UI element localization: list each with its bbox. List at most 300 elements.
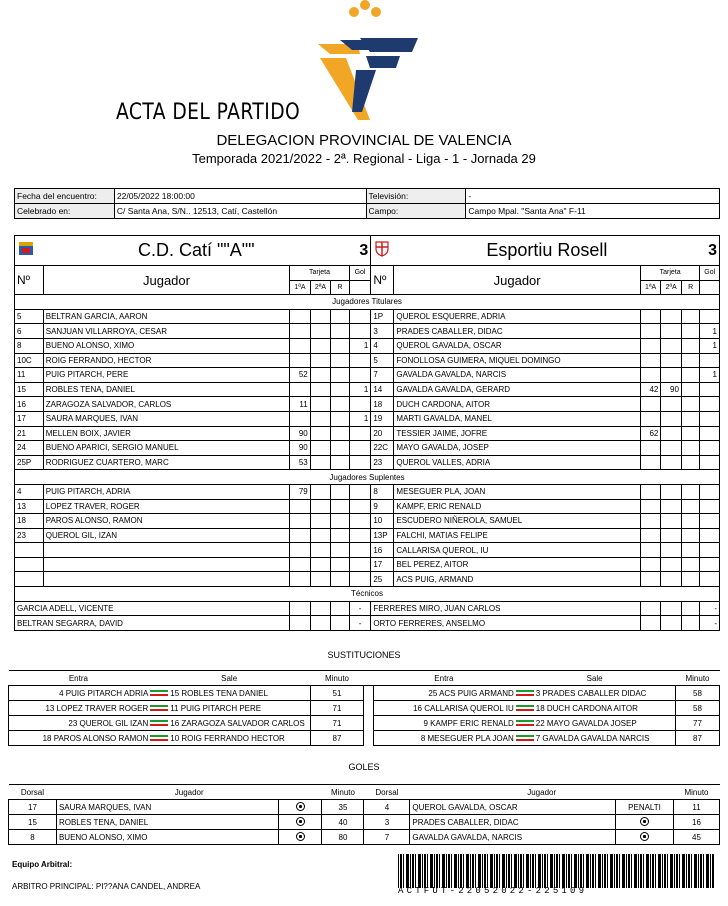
away-dorsal: 14	[371, 382, 394, 397]
home-card-1: 11	[290, 397, 311, 412]
away-card-2	[661, 426, 682, 441]
home-sub-minute: 87	[310, 731, 364, 746]
away-player-name: MESEGUER PLA, JOAN	[394, 484, 640, 499]
delegation-title: DELEGACION PROVINCIAL DE VALENCIA	[216, 132, 512, 149]
away-card-1	[640, 543, 661, 558]
away-card-2	[661, 557, 682, 572]
home-player-name	[43, 572, 289, 587]
away-staff-name: FERRERES MIRO, JUAN CARLOS	[371, 601, 641, 616]
home-goal-minute: 80	[322, 830, 364, 845]
home-player-name: SANJUAN VILLARROYA, CESAR	[43, 324, 289, 339]
away-goal-player: PRADES CABALLER, DIDAC	[410, 815, 616, 830]
player-row	[15, 368, 720, 383]
home-card-r	[331, 338, 349, 353]
home-card-1	[290, 499, 311, 514]
away-card-2	[661, 528, 682, 543]
home-card-1: 53	[290, 455, 311, 470]
document-title: ACTA DEL PARTIDO	[116, 100, 301, 125]
home-card-r	[331, 411, 349, 426]
subs-entra-header: Entra	[9, 671, 149, 686]
home-card-r	[331, 557, 349, 572]
home-player-name: BELTRAN GARCIA, AARON	[43, 309, 289, 324]
away-card-r	[681, 441, 699, 456]
away-card-1	[640, 499, 661, 514]
home-staff-col	[331, 601, 349, 616]
soccer-ball-icon	[296, 832, 305, 841]
away-goals	[700, 353, 720, 368]
swap-arrow-icon	[514, 719, 536, 727]
home-card-1	[290, 514, 311, 529]
away-staff-col: -	[700, 616, 720, 631]
home-goals	[349, 528, 371, 543]
home-card-r	[331, 455, 349, 470]
away-goal-dorsal: 7	[364, 830, 410, 845]
home-card-2	[310, 441, 331, 456]
away-no-header: Nº	[371, 266, 394, 295]
lineups-table	[14, 235, 720, 631]
away-sub-out-cell	[514, 716, 676, 731]
home-goal-type	[278, 830, 322, 845]
subs-minuto-header-away: Minuto	[676, 671, 720, 686]
campo-value: Campo Mpal. "Santa Ana" F-11	[466, 204, 720, 219]
away-gol-subheader	[700, 280, 720, 295]
away-card-r	[681, 353, 699, 368]
campo-label: Campo:	[366, 204, 466, 219]
away-card-1	[640, 353, 661, 368]
home-dorsal: 8	[15, 338, 44, 353]
home-player-name	[43, 543, 289, 558]
home-card-1	[290, 353, 311, 368]
player-row	[15, 426, 720, 441]
goal-row	[9, 800, 720, 815]
home-player-name: BUENO APARICI, SERGIO MANUEL	[43, 441, 289, 456]
away-card-r	[681, 455, 699, 470]
home-card-2	[310, 528, 331, 543]
away-goals	[700, 455, 720, 470]
spacer	[364, 731, 374, 746]
home-card-r	[331, 528, 349, 543]
away-card-r	[681, 324, 699, 339]
away-dorsal: 4	[371, 338, 394, 353]
away-player-name: QUEROL ESQUERRE, ADRIA	[394, 309, 640, 324]
away-tarjeta-header: Tarjeta	[640, 266, 700, 281]
away-dorsal: 13P	[371, 528, 394, 543]
away-card-r	[681, 572, 699, 587]
home-dorsal: 4	[15, 484, 44, 499]
goles-minuto-header-away: Minuto	[674, 785, 720, 800]
home-card-2	[310, 514, 331, 529]
away-goals	[700, 484, 720, 499]
home-card-2	[310, 572, 331, 587]
home-player-name: PUIG PITARCH, ADRIA	[43, 484, 289, 499]
player-row	[15, 528, 720, 543]
away-dorsal: 8	[371, 484, 394, 499]
fecha-label: Fecha del encuentro:	[15, 189, 115, 204]
home-dorsal: 5	[15, 309, 44, 324]
player-row	[15, 499, 720, 514]
goles-minuto-header: Minuto	[322, 785, 364, 800]
away-goals: 1	[700, 324, 720, 339]
home-goal-player: SAURA MARQUES, IVAN	[56, 800, 278, 815]
away-score: 3	[700, 236, 720, 266]
away-player-name: DUCH CARDONA, AITOR	[394, 397, 640, 412]
home-dorsal: 10C	[15, 353, 44, 368]
home-goals	[349, 353, 371, 368]
fecha-value: 22/05/2022 18:00:00	[114, 189, 366, 204]
away-staff-col	[681, 616, 699, 631]
home-card-2	[310, 557, 331, 572]
home-goal-type	[278, 815, 322, 830]
away-card-r	[681, 484, 699, 499]
away-gol-header: Gol	[700, 266, 720, 281]
substitution-row	[9, 716, 720, 731]
home-player-name: BUENO ALONSO, XIMO	[43, 338, 289, 353]
away-goal-dorsal: 3	[364, 815, 410, 830]
home-card-1: 79	[290, 484, 311, 499]
swap-arrow-icon	[514, 689, 536, 697]
away-player-name: FONOLLOSA GUIMERA, MIQUEL DOMINGO	[394, 353, 640, 368]
staff-row	[15, 616, 720, 631]
away-card-r	[681, 514, 699, 529]
home-card-1	[290, 324, 311, 339]
home-gol-header: Gol	[349, 266, 371, 281]
away-card-2	[661, 572, 682, 587]
away-crest-icon	[373, 239, 391, 257]
substitution-row	[9, 686, 720, 701]
home-card-r	[331, 441, 349, 456]
away-player-name: GAVALDA GAVALDA, NARCIS	[394, 368, 640, 383]
away-player-name: MARTI GAVALDA, MANEL	[394, 411, 640, 426]
away-card-2	[661, 441, 682, 456]
home-goal-player: BUENO ALONSO, XIMO	[56, 830, 278, 845]
away-card-2	[661, 324, 682, 339]
away-card-2: 90	[661, 382, 682, 397]
player-row	[15, 353, 720, 368]
away-sub-minute: 77	[676, 716, 720, 731]
away-player-name: KAMPF, ERIC RENALD	[394, 499, 640, 514]
home-tarjeta-header: Tarjeta	[290, 266, 350, 281]
home-card-2	[310, 338, 331, 353]
away-player-name: MAYO GAVALDA, JOSEP	[394, 441, 640, 456]
home-card-2	[310, 543, 331, 558]
titulares-section-header: Jugadores Titulares	[15, 295, 720, 310]
home-goals	[349, 484, 371, 499]
away-sub-minute: 58	[676, 686, 720, 701]
barcode-text: ACTFUT-22052022-225109	[398, 886, 588, 896]
away-goals	[700, 528, 720, 543]
away-card-1	[640, 572, 661, 587]
away-card-2	[661, 499, 682, 514]
away-sub-in: 8 MESEGUER PLA JOAN	[374, 731, 514, 746]
home-sub-out-cell	[148, 731, 310, 746]
season-subtitle: Temporada 2021/2022 - 2ª. Regional - Liga - 1 - Jornada 29	[192, 151, 536, 166]
home-card-2	[310, 499, 331, 514]
swap-arrow-icon	[514, 734, 536, 742]
player-row	[15, 309, 720, 324]
home-card-r	[331, 543, 349, 558]
away-t1-header: 1ªA	[640, 280, 661, 295]
away-card-2	[661, 397, 682, 412]
home-sub-out: 10 ROIG FERRANDO HECTOR	[170, 733, 285, 743]
subs-minuto-header: Minuto	[310, 671, 364, 686]
barcode	[398, 854, 714, 888]
spacer	[364, 716, 374, 731]
swap-arrow-icon	[148, 719, 170, 727]
away-player-name: PRADES CABALLER, DIDAC	[394, 324, 640, 339]
home-t2-header: 2ªA	[310, 280, 331, 295]
match-info-table	[14, 188, 720, 219]
home-r-header: R	[331, 280, 349, 295]
away-goals	[700, 572, 720, 587]
home-dorsal: 17	[15, 411, 44, 426]
away-staff-col	[661, 616, 682, 631]
away-goals	[700, 309, 720, 324]
away-sub-in: 9 KAMPF ERIC RENALD	[374, 716, 514, 731]
away-staff-col	[681, 601, 699, 616]
away-dorsal: 7	[371, 368, 394, 383]
home-player-name: LOPEZ TRAVER, ROGER	[43, 499, 289, 514]
home-dorsal: 16	[15, 397, 44, 412]
away-card-1	[640, 557, 661, 572]
home-card-1: 52	[290, 368, 311, 383]
home-goals	[349, 368, 371, 383]
away-staff-col: -	[700, 601, 720, 616]
spacer	[364, 686, 374, 701]
away-dorsal: 19	[371, 411, 394, 426]
tecnicos-section-header: Técnicos	[15, 587, 720, 602]
away-team-name: Esportiu Rosell	[394, 236, 700, 266]
home-card-2	[310, 411, 331, 426]
home-dorsal	[15, 557, 44, 572]
away-card-r	[681, 426, 699, 441]
away-card-r	[681, 309, 699, 324]
player-row	[15, 397, 720, 412]
away-card-r	[681, 528, 699, 543]
away-dorsal: 20	[371, 426, 394, 441]
home-team-name: C.D. Catí ""A""	[43, 236, 349, 266]
away-dorsal: 3	[371, 324, 394, 339]
home-card-r	[331, 382, 349, 397]
goles-jugador-header: Jugador	[56, 785, 322, 800]
goles-dorsal-header-away: Dorsal	[364, 785, 410, 800]
away-goal-type	[616, 815, 674, 830]
home-player-name: PUIG PITARCH, PERE	[43, 368, 289, 383]
home-goals	[349, 557, 371, 572]
away-card-2	[661, 338, 682, 353]
home-card-r	[331, 368, 349, 383]
away-sub-minute: 87	[676, 731, 720, 746]
away-player-name: QUEROL GAVALDA, OSCAR	[394, 338, 640, 353]
home-card-r	[331, 484, 349, 499]
away-card-1	[640, 324, 661, 339]
away-player-name: QUEROL VALLES, ADRIA	[394, 455, 640, 470]
home-dorsal	[15, 543, 44, 558]
away-player-name: GAVALDA GAVALDA, GERARD	[394, 382, 640, 397]
home-player-name: ROBLES TENA, DANIEL	[43, 382, 289, 397]
away-sub-out-cell	[514, 701, 676, 716]
player-row	[15, 572, 720, 587]
tv-label: Televisión:	[366, 189, 466, 204]
home-goals	[349, 572, 371, 587]
away-sub-out: 22 MAYO GAVALDA JOSEP	[535, 718, 637, 728]
goles-jugador-header-away: Jugador	[410, 785, 674, 800]
away-goals	[700, 397, 720, 412]
away-staff-col	[640, 601, 661, 616]
home-sub-in: 18 PAROS ALONSO RAMON	[9, 731, 149, 746]
home-goal-dorsal: 15	[9, 815, 57, 830]
away-staff-name: ORTO FERRERES, ANSELMO	[371, 616, 641, 631]
away-player-name: CALLARISA QUEROL, IU	[394, 543, 640, 558]
home-card-1: 90	[290, 426, 311, 441]
swap-arrow-icon	[514, 704, 536, 712]
away-dorsal: 18	[371, 397, 394, 412]
away-goals	[700, 382, 720, 397]
away-card-2	[661, 353, 682, 368]
away-goals	[700, 441, 720, 456]
home-dorsal: 6	[15, 324, 44, 339]
home-staff-name: BELTRAN SEGARRA, DAVID	[15, 616, 290, 631]
home-card-r	[331, 499, 349, 514]
home-dorsal: 24	[15, 441, 44, 456]
home-card-1	[290, 528, 311, 543]
away-goal-player: GAVALDA GAVALDA, NARCIS	[410, 830, 616, 845]
home-player-name: QUEROL GIL, IZAN	[43, 528, 289, 543]
away-dorsal: 5	[371, 353, 394, 368]
player-row	[15, 338, 720, 353]
home-card-r	[331, 426, 349, 441]
home-sub-out-cell	[148, 701, 310, 716]
player-row	[15, 543, 720, 558]
home-sub-in: 13 LOPEZ TRAVER ROGER	[9, 701, 149, 716]
away-goal-minute: 45	[674, 830, 720, 845]
away-player-name: FALCHI, MATIAS FELIPE	[394, 528, 640, 543]
home-card-2	[310, 382, 331, 397]
home-dorsal: 23	[15, 528, 44, 543]
home-score: 3	[349, 236, 371, 266]
away-card-r	[681, 368, 699, 383]
away-goal-minute: 11	[674, 800, 720, 815]
home-card-r	[331, 324, 349, 339]
away-card-r	[681, 557, 699, 572]
home-goals	[349, 397, 371, 412]
home-jugador-header: Jugador	[43, 266, 289, 295]
celebrado-label: Celebrado en:	[15, 204, 115, 219]
home-card-r	[331, 309, 349, 324]
home-sub-out: 15 ROBLES TENA DANIEL	[170, 688, 268, 698]
away-dorsal: 16	[371, 543, 394, 558]
away-card-1	[640, 514, 661, 529]
home-staff-col	[331, 616, 349, 631]
home-goals	[349, 324, 371, 339]
away-card-2	[661, 455, 682, 470]
celebrado-value: C/ Santa Ana, S/N.. 12513, Catí, Castellón	[114, 204, 366, 219]
away-card-2	[661, 484, 682, 499]
home-staff-col	[310, 616, 331, 631]
home-card-r	[331, 397, 349, 412]
home-staff-col	[290, 601, 311, 616]
subs-sale-header: Sale	[148, 671, 310, 686]
away-card-2	[661, 514, 682, 529]
tv-value: -	[466, 189, 720, 204]
home-card-1	[290, 557, 311, 572]
home-sub-out: 16 ZARAGOZA SALVADOR CARLOS	[170, 718, 305, 728]
home-goals: 1	[349, 382, 371, 397]
home-sub-minute: 71	[310, 701, 364, 716]
swap-arrow-icon	[148, 734, 170, 742]
sustituciones-title: SUSTITUCIONES	[327, 650, 401, 660]
home-card-2	[310, 426, 331, 441]
away-card-1	[640, 368, 661, 383]
home-staff-col	[290, 616, 311, 631]
arbitro-principal: ARBITRO PRINCIPAL: PI??ANA CANDEL, ANDREA	[12, 882, 201, 891]
home-dorsal: 18	[15, 514, 44, 529]
home-goals	[349, 441, 371, 456]
away-jugador-header: Jugador	[394, 266, 640, 295]
home-staff-col: -	[349, 601, 371, 616]
away-goals: 1	[700, 368, 720, 383]
away-goals: 1	[700, 338, 720, 353]
away-sub-out: 18 DUCH CARDONA AITOR	[535, 703, 638, 713]
subs-sale-header-away: Sale	[514, 671, 676, 686]
home-sub-out-cell	[148, 716, 310, 731]
away-t2-header: 2ªA	[661, 280, 682, 295]
soccer-ball-icon	[296, 817, 305, 826]
away-card-r	[681, 397, 699, 412]
home-player-name: PAROS ALONSO, RAMON	[43, 514, 289, 529]
substitutions-table	[8, 670, 720, 746]
away-card-1	[640, 397, 661, 412]
away-sub-out-cell	[514, 731, 676, 746]
away-player-name: ESCUDERO NIÑEROLA, SAMUEL	[394, 514, 640, 529]
goal-row	[9, 830, 720, 845]
away-dorsal: 25	[371, 572, 394, 587]
goal-row	[9, 815, 720, 830]
away-sub-out: 3 PRADES CABALLER DIDAC	[535, 688, 647, 698]
home-sub-in: 4 PUIG PITARCH ADRIA	[9, 686, 149, 701]
away-card-1: 42	[640, 382, 661, 397]
away-card-2	[661, 309, 682, 324]
home-sub-minute: 71	[310, 716, 364, 731]
player-row	[15, 441, 720, 456]
staff-row	[15, 601, 720, 616]
away-dorsal: 17	[371, 557, 394, 572]
home-goals	[349, 309, 371, 324]
home-card-r	[331, 514, 349, 529]
home-dorsal: 11	[15, 368, 44, 383]
away-goals	[700, 514, 720, 529]
away-card-2	[661, 411, 682, 426]
substitution-row	[9, 701, 720, 716]
player-row	[15, 557, 720, 572]
home-gol-subheader	[349, 280, 371, 295]
home-card-1	[290, 411, 311, 426]
spacer	[364, 701, 374, 716]
away-dorsal: 10	[371, 514, 394, 529]
home-card-r	[331, 572, 349, 587]
home-player-name: RODRIGUEZ CUARTERO, MARC	[43, 455, 289, 470]
home-staff-col	[310, 601, 331, 616]
home-card-r	[331, 353, 349, 368]
away-card-1	[640, 528, 661, 543]
home-card-1	[290, 338, 311, 353]
goals-table	[8, 784, 720, 845]
player-row	[15, 455, 720, 470]
away-card-2	[661, 543, 682, 558]
home-goal-minute: 40	[322, 815, 364, 830]
away-staff-col	[661, 601, 682, 616]
away-sub-in: 16 CALLARISA QUEROL IU	[374, 701, 514, 716]
home-goals	[349, 426, 371, 441]
